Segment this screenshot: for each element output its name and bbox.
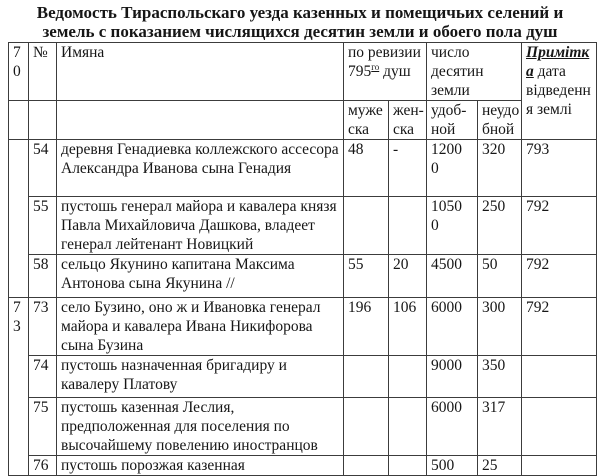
note-cell bbox=[522, 356, 597, 398]
table-row bbox=[9, 197, 597, 255]
folio-span-cell: 73 bbox=[9, 298, 29, 476]
usable-land-value: 4500 bbox=[431, 256, 462, 273]
unusable-land-cell: 300 bbox=[478, 298, 522, 356]
female-subheader: жен-ска bbox=[389, 101, 427, 140]
empty-cell bbox=[29, 101, 57, 140]
male-count-cell: 48 bbox=[344, 140, 389, 197]
table-row bbox=[9, 255, 597, 298]
row-number-cell: 54 bbox=[29, 140, 57, 197]
folio-span-cell bbox=[9, 140, 29, 298]
note-cell bbox=[522, 456, 597, 476]
row-number-cell: 74 bbox=[29, 356, 57, 398]
male-count-cell: 55 bbox=[344, 255, 389, 298]
revision-year-suffix: го bbox=[371, 61, 380, 72]
document-page bbox=[0, 3, 600, 474]
name-cell: деревня Генадиевка коллежского ассесора Александра Иванова сына Генадия bbox=[57, 140, 344, 197]
usable-land-value: 9000 bbox=[431, 357, 462, 374]
name-cell: пустошь казенная Леслия, предположенная для поселения по высочайшему повелению иностранцов bbox=[57, 398, 344, 456]
row-number-cell: 55 bbox=[29, 197, 57, 255]
usable-subheader: удоб-ной bbox=[427, 101, 478, 140]
unusable-land-cell: 50 bbox=[478, 255, 522, 298]
usable-land-value: 12000 bbox=[431, 141, 462, 177]
female-count-cell: 106 bbox=[389, 298, 427, 356]
note-column-header bbox=[522, 43, 597, 140]
number-column-header: № bbox=[29, 43, 57, 101]
female-count-cell: - bbox=[389, 140, 427, 197]
usable-land-value: 10500 bbox=[431, 198, 462, 234]
female-count-cell: 20 bbox=[389, 255, 427, 298]
revision-header-souls: душ bbox=[383, 63, 411, 80]
note-cell: 793 bbox=[522, 140, 597, 197]
header-row-1 bbox=[9, 43, 597, 101]
usable-land-value: 500 bbox=[431, 457, 455, 474]
row-number-cell: 73 bbox=[29, 298, 57, 356]
usable-land-value: 6000 bbox=[431, 299, 462, 316]
name-cell: пустошь генерал майора и кавалера князя Павла Михайловича Дашкова, владеет генерал лейтенант Новицкий bbox=[57, 197, 344, 255]
ledger-table bbox=[8, 42, 597, 476]
table-row bbox=[9, 456, 597, 476]
female-count-cell bbox=[389, 456, 427, 476]
folio-number-cell: 70 bbox=[9, 43, 29, 101]
male-count-cell bbox=[344, 398, 389, 456]
row-number-cell: 58 bbox=[29, 255, 57, 298]
male-count-cell: 196 bbox=[344, 298, 389, 356]
unusable-subheader: неудо бной bbox=[478, 101, 522, 140]
document-title-line1: Ведомость Тираспольскаго уезда казенных и помещичьих селений и bbox=[36, 3, 564, 22]
document-title bbox=[0, 3, 600, 41]
unusable-land-cell: 250 bbox=[478, 197, 522, 255]
name-cell: пустошь порозжая казенная bbox=[57, 456, 344, 476]
usable-land-cell bbox=[427, 356, 478, 398]
usable-land-cell bbox=[427, 197, 478, 255]
document-title-line2: земель с показанием числящихся десятин земли и обоего пола душ bbox=[42, 22, 558, 41]
note-header-title: Примітка bbox=[526, 44, 590, 80]
unusable-land-cell: 350 bbox=[478, 356, 522, 398]
male-count-cell bbox=[344, 456, 389, 476]
unusable-land-cell: 25 bbox=[478, 456, 522, 476]
empty-cell bbox=[9, 101, 29, 140]
usable-land-cell bbox=[427, 298, 478, 356]
female-count-cell bbox=[389, 356, 427, 398]
table-row bbox=[9, 356, 597, 398]
note-cell bbox=[522, 398, 597, 456]
note-cell: 792 bbox=[522, 197, 597, 255]
revision-header-text: по ревизии bbox=[348, 44, 421, 61]
male-count-cell bbox=[344, 197, 389, 255]
female-count-cell bbox=[389, 398, 427, 456]
note-cell: 792 bbox=[522, 298, 597, 356]
unusable-land-cell: 317 bbox=[478, 398, 522, 456]
row-number-cell: 75 bbox=[29, 398, 57, 456]
name-cell: пустошь назначенная бригадиру и кавалеру Платову bbox=[57, 356, 344, 398]
usable-land-cell bbox=[427, 140, 478, 197]
empty-cell bbox=[57, 101, 344, 140]
name-cell: село Бузино, оно ж и Ивановка генерал майора и кавалера Ивана Никифорова сына Бузина bbox=[57, 298, 344, 356]
male-subheader: муже ска bbox=[344, 101, 389, 140]
female-count-cell bbox=[389, 197, 427, 255]
header-row-2 bbox=[9, 101, 597, 140]
note-cell: 792 bbox=[522, 255, 597, 298]
table-row bbox=[9, 398, 597, 456]
revision-year: 795 bbox=[348, 63, 372, 80]
table-row bbox=[9, 140, 597, 197]
usable-land-value: 6000 bbox=[431, 399, 462, 416]
usable-land-cell bbox=[427, 255, 478, 298]
usable-land-cell bbox=[427, 398, 478, 456]
table-row bbox=[9, 298, 597, 356]
land-column-header: число десятин земли bbox=[427, 43, 522, 101]
note-header-subtitle: дата відведення землі bbox=[526, 63, 591, 118]
row-number-cell: 76 bbox=[29, 456, 57, 476]
names-column-header: Имяна bbox=[57, 43, 344, 101]
usable-land-cell bbox=[427, 456, 478, 476]
male-count-cell bbox=[344, 356, 389, 398]
name-cell: сельцо Якунино капитана Максима Антонова сына Якунина // bbox=[57, 255, 344, 298]
revision-column-header bbox=[344, 43, 427, 101]
unusable-land-cell: 320 bbox=[478, 140, 522, 197]
